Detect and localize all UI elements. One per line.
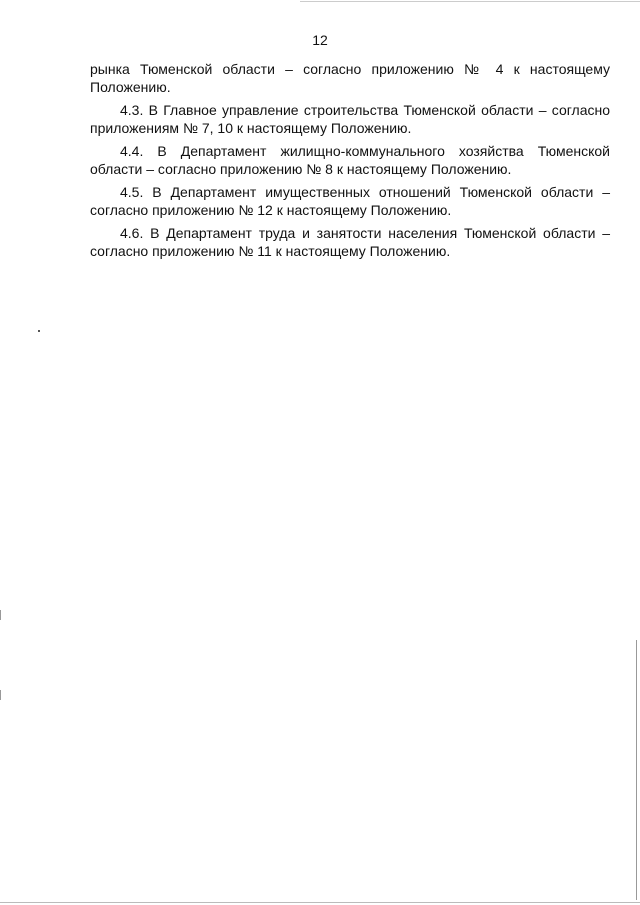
paragraph-4-4: 4.4. В Департамент жилищно-коммунального хозяйства Тюменской области – согласно приложению № 8 к настоящему Положению. bbox=[90, 143, 610, 177]
scan-speck bbox=[38, 330, 40, 332]
paragraph-continuation: рынка Тюменской области – согласно приложению № 4 к настоящему Положению. bbox=[90, 61, 610, 95]
paragraph-4-6: 4.6. В Департамент труда и занятости населения Тюменской области – согласно приложению № 11 к настоящему Положению. bbox=[90, 225, 610, 259]
scan-border-right bbox=[636, 640, 637, 900]
paragraph-4-5: 4.5. В Департамент имущественных отношений Тюменской области – согласно приложению № 12 к настоящему Положению. bbox=[90, 184, 610, 218]
page-number: 12 bbox=[312, 32, 328, 48]
scan-edge-mark bbox=[0, 690, 1, 700]
scan-border-bottom bbox=[0, 902, 640, 903]
paragraph-4-3: 4.3. В Главное управление строительства Тюменской области – согласно приложениям № 7, 10 к настоящему Положению. bbox=[90, 102, 610, 136]
scan-border-top bbox=[300, 1, 640, 2]
document-body bbox=[90, 61, 610, 266]
scan-edge-mark bbox=[0, 610, 1, 620]
